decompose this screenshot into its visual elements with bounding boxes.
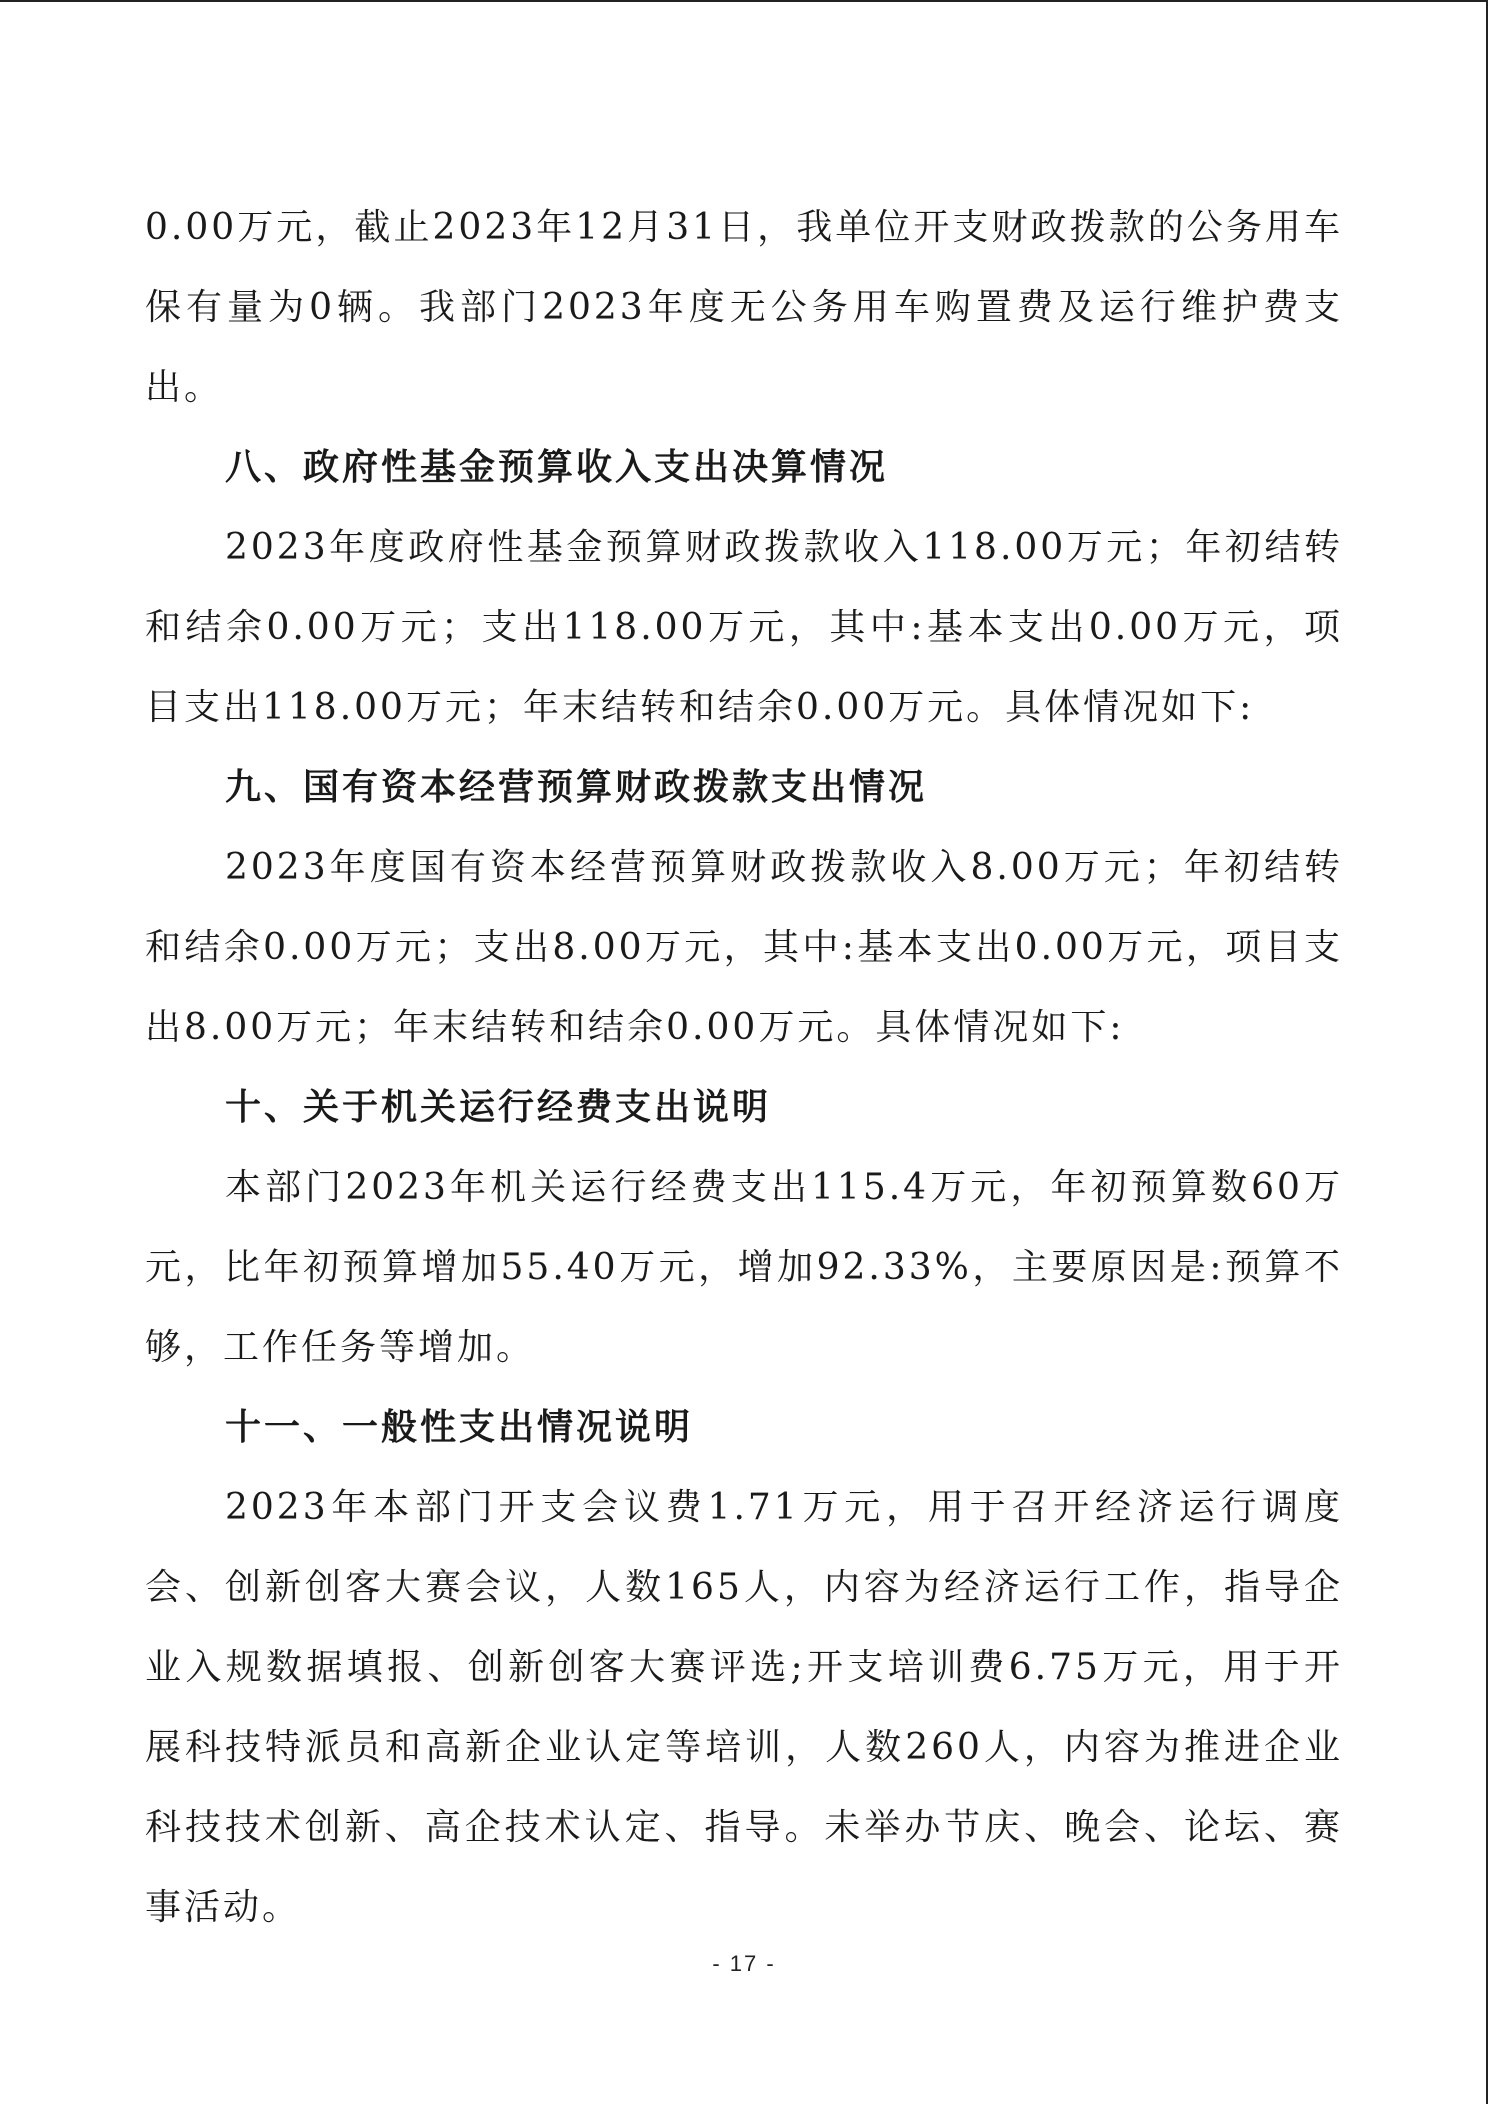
page-number: - 17 - xyxy=(712,1951,776,1976)
paragraph-car-expense: 0.00万元，截止2023年12月31日，我单位开支财政拨款的公务用车保有量为0辆。我部门2023年度无公务用车购置费及运行维护费支出。 xyxy=(145,207,1343,408)
heading-state-capital: 九、国有资本经营预算财政拨款支出情况 xyxy=(225,767,928,808)
heading-government-fund: 八、政府性基金预算收入支出决算情况 xyxy=(225,447,889,488)
heading-general-expenses: 十一、一般性支出情况说明 xyxy=(225,1407,694,1448)
paragraph-state-capital: 2023年度国有资本经营预算财政拨款收入8.00万元；年初结转和结余0.00万元；支出8.00万元，其中:基本支出0.00万元，项目支出8.00万元；年末结转和结余0.00万元。具体情况如下: xyxy=(145,847,1343,1048)
paragraph-operating-expenses: 本部门2023年机关运行经费支出115.4万元，年初预算数60万元，比年初预算增加55.40万元，增加92.33%，主要原因是:预算不够，工作任务等增加。 xyxy=(145,1167,1343,1368)
heading-operating-expenses: 十、关于机关运行经费支出说明 xyxy=(225,1087,772,1128)
document-body xyxy=(145,188,1343,1948)
page-border-top xyxy=(0,0,1488,2)
paragraph-general-expenses: 2023年本部门开支会议费1.71万元，用于召开经济运行调度会、创新创客大赛会议，人数165人，内容为经济运行工作，指导企业入规数据填报、创新创客大赛评选;开支培训费6.75万元，用于开展科技特派员和高新企业认定等培训，人数260人，内容为推进企业科技技术创新、高企技术认定、指导。未举办节庆、晚会、论坛、赛事活动。 xyxy=(145,1487,1343,1928)
paragraph-government-fund: 2023年度政府性基金预算财政拨款收入118.00万元；年初结转和结余0.00万元；支出118.00万元，其中:基本支出0.00万元，项目支出118.00万元；年末结转和结余0.00万元。具体情况如下: xyxy=(145,527,1343,728)
